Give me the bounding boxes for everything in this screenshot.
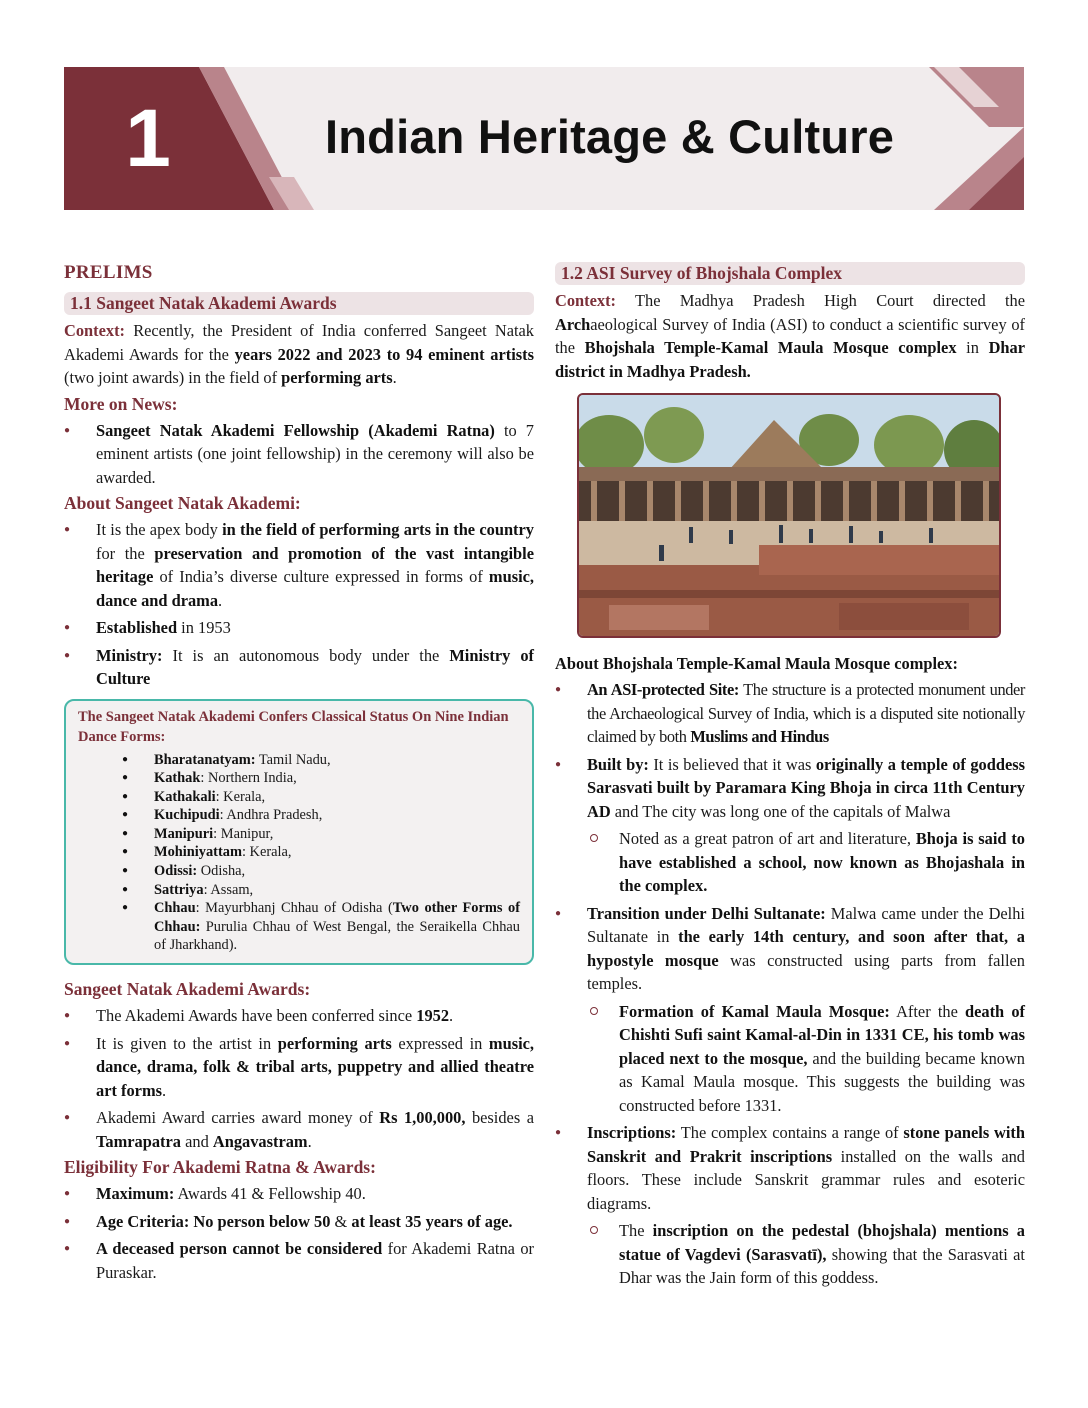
item-text: expressed in [391,1033,489,1053]
list-item [64,644,534,691]
item-emph: Built by: [587,754,649,774]
context-text: The Madhya Pradesh High Court directed the [616,291,1025,310]
item-text: Malwa came under the Delhi Sultanate in [587,903,1025,946]
item-emph: the early 14th century, and soon after that, a hypostyle mosque [587,927,1025,970]
item-text: Akademi Award carries award money of [96,1108,380,1128]
item-emph: Age Criteria: No person below 50 [96,1211,331,1231]
list-item [555,902,1025,1118]
dance-item [142,862,520,881]
context-emph: performing arts [281,368,393,387]
dance-name: Manipuri [154,825,214,842]
item-emph: Transition under Delhi Sultanate: [587,903,826,923]
section-1-2-heading: 1.2 ASI Survey of Bhojshala Complex [555,262,1025,285]
item-emph: originally a temple of goddess Sarasvati built by Paramara King Bhoja in circa 11th Century AD [587,754,1025,821]
item-text: installed on the walls and floors. These include Sanskrit grammar rules and esoteric diagrams. [587,1146,1025,1213]
item-emph: Rs 1,00,000, [379,1108,466,1128]
dance-item [142,769,520,788]
section-1-1-heading: 1.1 Sangeet Natak Akademi Awards [64,292,534,315]
dance-item [142,881,520,900]
dance-name: Kuchipudi [154,807,220,824]
eligibility-heading: Eligibility For Akademi Ratna & Awards: [64,1157,376,1178]
item-emph: Established [96,618,178,637]
dance-place: Tamil Nadu, [255,751,331,768]
dance-place: : Kerala, [241,844,292,861]
item-emph: stone panels with Sanskrit and Prakrit inscriptions [587,1123,1025,1166]
item-emph: Bhoja is said to have established a school, now known as Bhojashala in the complex. [619,829,1025,895]
item-text: It is an autonomous body under the [162,645,450,665]
item-text: The [619,1221,653,1240]
dance-name: Kathak [154,770,201,787]
item-text: for Akademi Ratna or Puraskar. [96,1239,534,1282]
context-emph: Arch [555,314,591,334]
dance-name: Bharatanatyam: [154,751,256,768]
item-emph: Tamrapatra [96,1131,181,1151]
about-akademi-list [64,518,534,691]
dance-place: : Andhra Pradesh, [219,807,323,824]
item-emph: inscription on the pedestal (bhojshala) mentions a statue of Vagdevi (Sarasvatī), [619,1221,1025,1264]
context-text: . [392,368,397,387]
list-item [555,678,1025,749]
dance-place: : Northern India, [200,770,297,787]
item-text: and the building became known as Kamal Maula mosque. This suggests the building was constructed before 1331. [619,1048,1025,1115]
item-text: It is given to the artist in [96,1033,278,1053]
context-text: aeological Survey of India (ASI) to conduct a scientific survey of the [555,314,1025,357]
awards-list [64,1004,534,1153]
dance-box-title: The Sangeet Natak Akademi Confers Classical Status On Nine Indian Dance Forms: [78,708,509,745]
about-bhojshala-heading: About Bhojshala Temple-Kamal Maula Mosque complex: [555,654,958,673]
item-emph: in the field of performing arts in the country [222,520,534,539]
dance-item [142,751,520,770]
item-text: and The city was long one of the capitals of Malwa [610,801,951,821]
list-item [555,753,1025,898]
list-item [64,1032,534,1103]
dance-place: : Mayurbhanj Chhau of Odisha ( [195,900,393,917]
item-text: and [181,1131,213,1151]
item-emph: Muslims and Hindus [690,727,829,746]
dance-name: Mohiniyattam [154,844,242,861]
item-emph: death of Chishti Sufi saint Kamal-al-Din in 1331 CE, his tomb was placed next to the mosque, [619,1001,1025,1068]
context-text: (two joint awards) in the field of [64,368,282,387]
sub-list [587,827,1025,898]
awards-heading: Sangeet Natak Akademi Awards: [64,979,311,1000]
item-emph: performing arts [277,1033,392,1053]
item-text: . [449,1006,454,1026]
chapter-title: Indian Heritage & Culture [325,110,895,163]
dance-place: : Assam, [203,881,254,898]
bhojshala-list [555,678,1025,1290]
more-on-news-list [64,419,534,490]
bhojshala-photo [577,393,1001,638]
item-emph: Angavastram [212,1131,308,1151]
item-text: The complex contains a range of [676,1123,904,1142]
sub-item [587,1000,1025,1118]
list-item [64,1004,534,1028]
context-label: Context: [64,321,125,340]
left-column [64,262,534,1288]
item-emph: music, dance and drama [96,567,534,610]
dance-name: Sattriya [154,881,204,898]
about-akademi-heading: About Sangeet Natak Akademi: [64,493,301,513]
item-emph: music, dance, drama, folk & tribal arts, puppetry and allied theatre art forms [96,1033,534,1100]
dance-place: Odisha, [197,863,246,880]
context-text: Recently, the President of India conferred Sangeet Natak Akademi Awards for the [64,321,534,364]
item-text: . [307,1131,312,1151]
sub-list [587,1000,1025,1118]
sub-item [587,827,1025,898]
sub-item [587,1219,1025,1290]
dance-item [142,825,520,844]
item-text: besides a [465,1108,534,1128]
context-paragraph [64,319,534,390]
item-emph: Maximum: [96,1184,175,1204]
dance-place: : Manipur, [213,825,274,842]
dance-forms-list [78,751,520,956]
item-text: It is the apex body [96,520,223,539]
item-emph: Inscriptions: [587,1123,677,1142]
item-text: . [162,1080,167,1100]
item-emph: Sangeet Natak Akademi Fellowship (Akademi Ratna) [96,420,495,440]
item-text: to 7 eminent artists (one joint fellowship) in the ceremony will also be awarded. [96,420,534,487]
context-emph: years 2022 and 2023 to 94 eminent artists [234,344,534,364]
list-item [64,419,534,490]
context-label: Context: [555,291,616,310]
list-item [64,1106,534,1153]
dance-emph: Two other Forms of Chhau: [154,900,520,935]
prelims-heading: PRELIMS [64,262,153,283]
item-text: was constructed using parts from fallen temples. [587,950,1025,993]
item-text: . [218,590,223,610]
eligibility-list [64,1182,534,1284]
dance-place: Purulia Chhau of West Bengal, the Seraikella Chhau of Jharkhand). [154,918,520,954]
item-text: of India’s diverse culture expressed in forms of [153,567,489,586]
item-text: Noted as a great patron of art and literature, [619,829,916,848]
list-item [555,1121,1025,1290]
list-item [64,1182,534,1206]
context-paragraph [555,289,1025,383]
item-emph: at least 35 years of age. [351,1211,513,1231]
item-text: showing that the Sarasvati at Dhar was the Jain form of this goddess. [619,1244,1025,1287]
dance-item [142,806,520,825]
context-text: in [956,338,989,357]
item-text: & [330,1211,352,1231]
dance-forms-box [64,699,534,966]
sub-list [587,1219,1025,1290]
item-emph: Formation of Kamal Maula Mosque: [619,1001,890,1021]
context-emph: Bhojshala Temple-Kamal Maula Mosque complex [584,338,957,357]
item-emph: An ASI-protected Site: [587,680,739,699]
item-emph: 1952 [416,1006,450,1026]
dance-name: Kathakali [154,788,216,805]
item-emph: Ministry of Culture [96,645,534,688]
context-emph: Dhar district in Madhya Pradesh. [555,338,1025,381]
list-item [64,1237,534,1284]
item-text: for the [96,543,155,563]
item-text: After the [889,1001,966,1021]
more-on-news-heading: More on News: [64,393,178,414]
dance-name: Odissi: [154,863,198,880]
item-text: Awards 41 & Fellowship 40. [174,1184,366,1204]
item-emph: Ministry: [96,645,163,665]
dance-name: Chhau [154,900,196,917]
dance-item [142,788,520,807]
list-item [64,518,534,612]
right-column [555,262,1025,1294]
item-text: in 1953 [177,618,231,637]
item-emph: preservation and promotion of the vast intangible heritage [96,543,534,586]
chapter-number: 1 [125,93,171,184]
dance-item [142,899,520,955]
item-text: It is believed that it was [648,754,816,774]
item-text: The Akademi Awards have been conferred since [96,1006,417,1026]
dance-place: : Kerala, [215,788,266,805]
dance-item [142,843,520,862]
item-emph: A deceased person cannot be considered [96,1239,383,1259]
bhojshala-illustration [579,395,999,636]
item-text: The structure is a protected monument under the Archaeological Survey of India, which is a disputed site notionally claimed by both [587,680,1025,746]
list-item [64,1210,534,1234]
list-item [64,616,534,640]
